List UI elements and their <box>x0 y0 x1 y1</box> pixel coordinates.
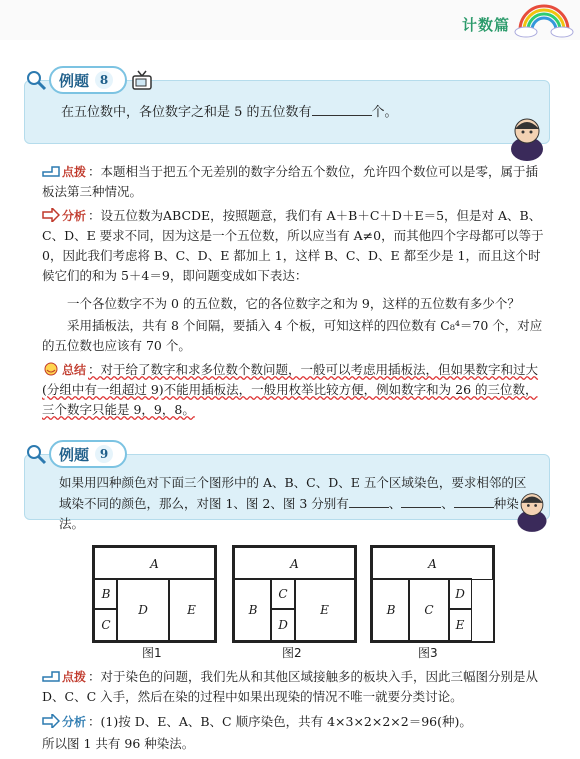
region-c: C <box>408 578 450 641</box>
analysis-8-p3: 采用插板法，共有 8 个间隔，要插入 4 个板，可知这样的四位数有 C₈⁴＝70 个，对应的五位数也应该有 70 个。 <box>42 318 543 353</box>
analysis-tag: 分析 <box>62 715 87 729</box>
hint-tag: 点拨 <box>62 670 87 684</box>
example-label-text: 例题 <box>59 71 90 90</box>
mascot-icon <box>505 115 549 161</box>
example-label-text: 例题 <box>59 445 90 464</box>
region-c: C <box>270 578 296 610</box>
arrow-icon <box>42 208 60 222</box>
region-d: D <box>448 578 472 610</box>
example-8-header <box>25 67 153 93</box>
problem-text-end: 种染法。 <box>59 496 519 531</box>
example-8-box <box>24 71 550 144</box>
analysis-paragraph-1: ：设五位数为ABCDE，按照题意，我们有 A＋B＋C＋D＋E＝5，但是对 A、B、C、D、E 要求不同，因为这是一个五位数，所以应当有 A≠0，而其他四个字母都可以等于 0，因此我们考虑将 B、C、D、E 都加上 1，这样 B、C、D、E 都至少是 1，而且这个时候它们的和为 5＋4＝9，即问题变成如下表达： <box>42 208 544 283</box>
region-d: D <box>270 608 296 641</box>
region-d: D <box>116 578 170 641</box>
example-9-problem: 如果用四种颜色对下面三个图形中的 A、B、C、D、E 五个区域染色，要求相邻的区域染不同的颜色，那么，对图 1、图 2、图 3 分别有 、 、 种染法。 <box>59 475 527 531</box>
analysis-paragraph-1: ：(1)按 D、E、A、B、C 顺序染色，共有 4×3×2×2×2＝96(种)。 <box>88 714 472 729</box>
hint-tag: 点拨 <box>62 165 87 179</box>
example-number: 8 <box>95 71 113 89</box>
answer-blank-1 <box>349 493 389 508</box>
analysis-8-p2: 一个各位数字不为 0 的五位数，它的各位数字之和为 9，这样的五位数有多少个？ <box>67 296 520 311</box>
answer-blank-3 <box>454 493 494 508</box>
hint-9 <box>42 667 547 707</box>
rainbow-cloud-icon <box>514 4 574 38</box>
region-e: E <box>294 578 355 641</box>
hint-text: ：本题相当于把五个无差别的数字分给五个数位，允许四个数位可以是零，属于插板法第三种情况。 <box>42 164 539 199</box>
answer-blank-2 <box>401 493 441 508</box>
example-9-header <box>25 441 127 467</box>
pointing-hand-icon <box>42 164 60 178</box>
problem-text-before: 在五位数中，各位数字之和是 5 的五位数有 <box>61 105 312 120</box>
problem-text: 如果用四种颜色对下面三个图形中的 A、B、C、D、E 五个区域染色，要求相邻的区域染不同的颜色，那么，对图 1、图 2、图 3 分别有 <box>59 475 527 511</box>
summary-8 <box>42 360 547 420</box>
region-b: B <box>234 578 272 641</box>
summary-tag: 总结 <box>62 363 87 377</box>
region-b: B <box>94 578 118 610</box>
section-title: 计数篇 <box>461 16 510 34</box>
region-a: A <box>94 547 215 580</box>
example-9-label <box>49 440 127 468</box>
example-number: 9 <box>95 445 113 463</box>
analysis-9 <box>42 712 547 732</box>
region-a: A <box>234 547 355 580</box>
region-b: B <box>372 578 410 641</box>
hint-8 <box>42 162 547 202</box>
figure-1-caption: 图1 <box>142 646 162 660</box>
mascot-icon <box>512 490 552 532</box>
figure-3-caption: 图3 <box>418 646 438 660</box>
summary-text: ：对于给了数字和求多位数个数问题，一般可以考虑用插板法，但如果数字和过大(分组中有一组超过 9)不能用插板法，一般用枚举比较方便，例如数字和为 26 的三位数，三个数字只能是 9，9，8。 <box>42 362 539 417</box>
region-c: C <box>94 608 118 641</box>
region-e: E <box>448 608 472 641</box>
hint-text: ：对于染色的问题，我们先从和其他区域接触多的板块入手，因此三幅图分别是从 D、C、C 入手，然后在染的过程中如果出现染的情况不唯一就要分类讨论。 <box>42 669 539 704</box>
example-8-label <box>49 66 127 94</box>
magnifier-icon <box>25 443 47 465</box>
example-8-problem <box>61 101 501 124</box>
region-e: E <box>168 578 215 641</box>
tv-icon <box>131 70 153 90</box>
analysis-tag: 分析 <box>62 209 87 223</box>
example-9-box <box>24 445 550 531</box>
figure-1 <box>92 545 217 643</box>
figure-3 <box>370 545 495 643</box>
magnifier-icon <box>25 69 47 91</box>
figure-2 <box>232 545 357 643</box>
figure-2-caption: 图2 <box>282 646 302 660</box>
analysis-8 <box>42 206 547 286</box>
answer-blank <box>312 101 372 116</box>
arrow-icon <box>42 714 60 728</box>
region-a: A <box>372 547 493 580</box>
problem-text-after: 个。 <box>371 105 398 120</box>
smiley-icon <box>42 362 60 376</box>
analysis-9-p2: 所以图 1 共有 96 种染法。 <box>42 736 195 751</box>
pointing-hand-icon <box>42 669 60 683</box>
